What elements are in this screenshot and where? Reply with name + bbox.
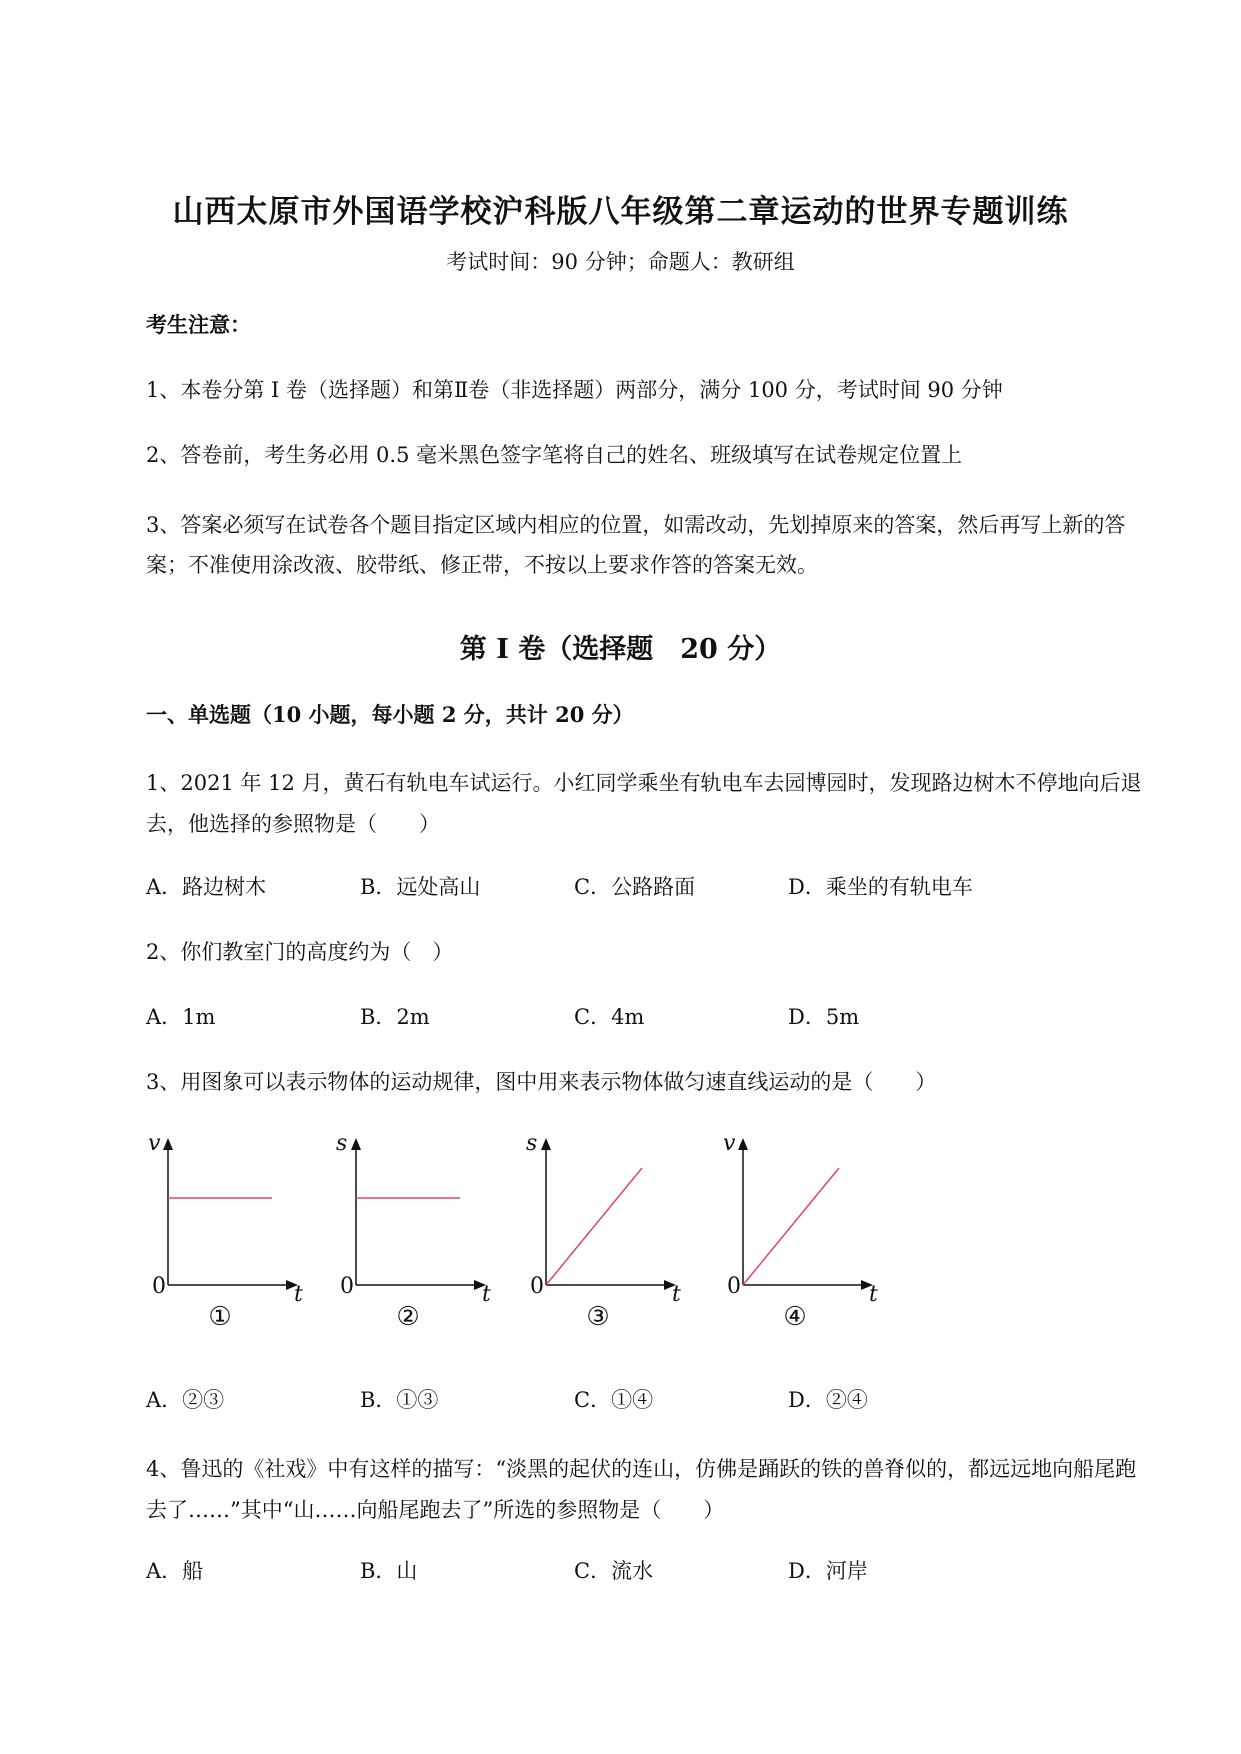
question-4-option-d[interactable]: D．河岸 (788, 1559, 868, 1583)
graph-4-svg (715, 1130, 890, 1330)
notice-heading: 考生注意： (146, 312, 251, 337)
y-axis-label: v (723, 1131, 736, 1156)
notice-item-2: 2、答卷前，考生务必用 0.5 毫米黑色签字笔将自己的姓名、班级填写在试卷规定位置上 (146, 443, 963, 467)
page-subtitle: 考试时间：90 分钟；命题人：教研组 (446, 250, 795, 274)
x-axis-label: t (482, 1282, 491, 1307)
graph-3-svg (518, 1130, 693, 1330)
question-2-stem: 2、你们教室门的高度约为（ ） (146, 940, 454, 964)
x-axis-label: t (294, 1282, 303, 1307)
y-axis-label: v (148, 1131, 161, 1156)
question-1-option-b[interactable]: B．远处高山 (360, 875, 481, 899)
motion-graph-1 (140, 1130, 315, 1334)
origin-label: 0 (530, 1274, 544, 1299)
y-axis-arrow-icon (738, 1138, 748, 1150)
notice-item-1: 1、本卷分第 I 卷（选择题）和第Ⅱ卷（非选择题）两部分，满分 100 分，考试时间 90 分钟 (146, 378, 1003, 402)
notice-item-3: 3、答案必须写在试卷各个题目指定区域内相应的位置，如需改动，先划掉原来的答案，然后再写上新的答案；不准使用涂改液、胶带纸、修正带，不按以上要求作答的答案无效。 (146, 513, 1126, 577)
y-axis-label: s (336, 1131, 348, 1156)
question-4-option-b[interactable]: B．山 (360, 1559, 418, 1583)
graph-2-svg (328, 1130, 503, 1330)
question-4-option-c[interactable]: C．流水 (574, 1559, 654, 1583)
figure-caption: ② (396, 1302, 420, 1332)
motion-graph-3 (518, 1130, 693, 1334)
origin-label: 0 (727, 1274, 741, 1299)
figure-caption: ④ (783, 1302, 807, 1332)
question-1-option-c[interactable]: C．公路路面 (574, 875, 696, 899)
y-axis-arrow-icon (163, 1138, 173, 1150)
question-1-option-a[interactable]: A．路边树木 (146, 875, 267, 899)
graph-1-svg (140, 1130, 315, 1330)
question-3-option-b[interactable]: B．①③ (360, 1388, 439, 1412)
y-axis-arrow-icon (541, 1138, 551, 1150)
origin-label: 0 (152, 1274, 166, 1299)
question-2-option-a[interactable]: A．1m (146, 1005, 216, 1029)
graph-line (546, 1168, 642, 1285)
question-4-option-a[interactable]: A．船 (146, 1559, 204, 1583)
question-1-option-d[interactable]: D．乘坐的有轨电车 (788, 875, 973, 899)
question-2-option-d[interactable]: D．5m (788, 1005, 860, 1029)
figure-caption: ① (208, 1302, 232, 1332)
question-3-stem: 3、用图象可以表示物体的运动规律，图中用来表示物体做匀速直线运动的是（ ） (146, 1070, 937, 1094)
question-3-option-c[interactable]: C．①④ (574, 1388, 654, 1412)
graph-line (743, 1168, 839, 1285)
y-axis-label: s (526, 1131, 538, 1156)
question-1-stem: 1、2021 年 12 月，黄石有轨电车试运行。小红同学乘坐有轨电车去园博园时，发现路边树木不停地向后退去，他选择的参照物是（ ） (146, 771, 1142, 836)
x-axis-label: t (672, 1282, 681, 1307)
origin-label: 0 (340, 1274, 354, 1299)
question-3-option-a[interactable]: A．②③ (146, 1388, 225, 1412)
part-heading: 一、单选题（10 小题，每小题 2 分，共计 20 分） (146, 702, 634, 727)
question-3-option-d[interactable]: D．②④ (788, 1388, 868, 1412)
figure-caption: ③ (586, 1302, 610, 1332)
y-axis-arrow-icon (351, 1138, 361, 1150)
question-2-option-c[interactable]: C．4m (574, 1005, 645, 1029)
section-title: 第 I 卷（选择题 20 分） (459, 634, 782, 665)
x-axis-label: t (869, 1282, 878, 1307)
page-title: 山西太原市外国语学校沪科版八年级第二章运动的世界专题训练 (172, 194, 1069, 230)
question-4-stem: 4、鲁迅的《社戏》中有这样的描写：“淡黑的起伏的连山，仿佛是踊跃的铁的兽脊似的，都远远地向船尾跑去了……”其中“山……向船尾跑去了”所选的参照物是（ ） (146, 1457, 1137, 1522)
motion-graph-2 (328, 1130, 503, 1334)
motion-graph-4 (715, 1130, 890, 1334)
question-2-option-b[interactable]: B．2m (360, 1005, 430, 1029)
